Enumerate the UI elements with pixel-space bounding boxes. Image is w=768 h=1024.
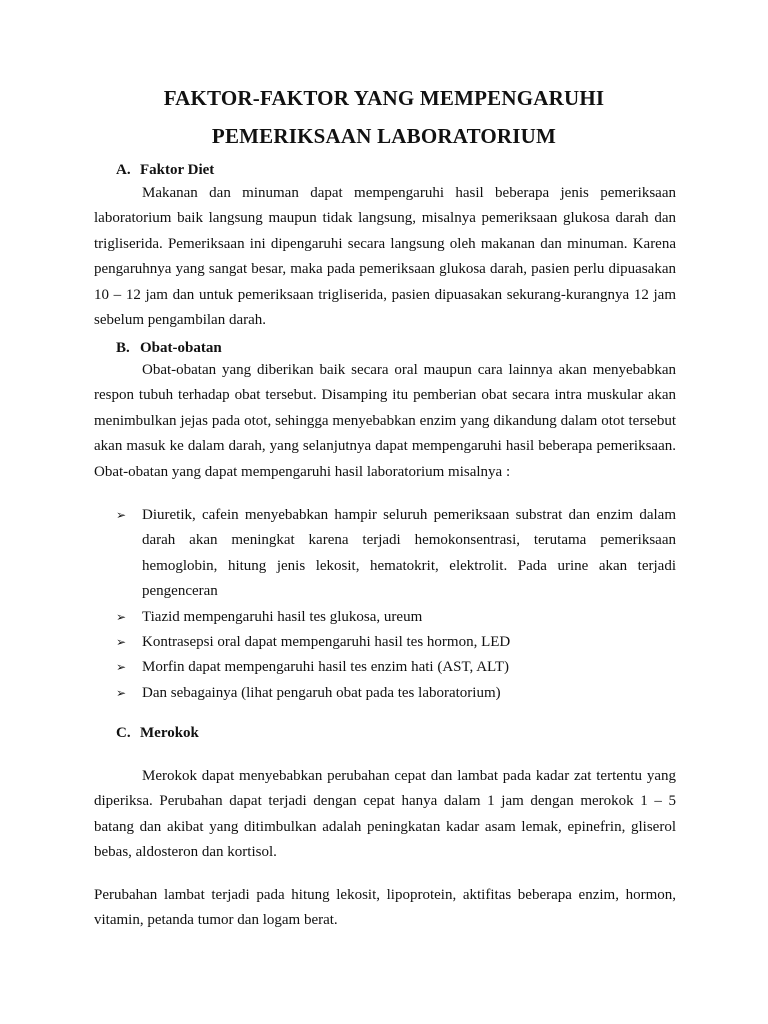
document-title-line-2: PEMERIKSAAN LABORATORIUM [211,124,557,148]
section-b-paragraph [94,358,676,485]
list-item [116,605,676,630]
list-item-text: Diuretik, cafein menyebabkan hampir seluruh pemeriksaan substrat dan enzim dalam darah akan meningkat karena terjadi hemokonsentrasi, terutama pemeriksaan hemoglobin, hitung jenis lekosit, hematokrit, elektrolit. Pada urine akan terjadi pengenceran [142,507,676,600]
list-item-text: Tiazid mempengaruhi hasil tes glukosa, ureum [142,608,423,625]
section-c-letter: C. [116,725,131,741]
arrow-bullet-icon: ➢ [116,635,127,650]
section-a-letter: A. [116,162,131,178]
section-c-paragraph-2: Perubahan lambat terjadi pada hitung lekosit, lipoprotein, aktifitas beberapa enzim, hormon, vitamin, petanda tumor dan logam berat. [94,887,676,929]
section-a-paragraph-text: Makanan dan minuman dapat mempengaruhi hasil beberapa jenis pemeriksaan laboratorium baik langsung maupun tidak langsung, misalnya pemeriksaan glukosa darah dan trigliserida. Pemeriksaan ini dipengaruhi secara langsung oleh makanan dan minuman. Karena pengaruhnya yang sangat besar, maka pada pemeriksaan glukosa darah, pasien perlu dipuasakan 10 – 12 jam dan untuk pemeriksaan trigliserida, pasien dipuasakan sekurang-kurangnya 12 jam sebelum pengambilan darah. [94,185,676,329]
section-b-title: Obat-obatan [140,340,222,356]
list-item-text: Dan sebagainya (lihat pengaruh obat pada tes laboratorium) [142,684,501,701]
section-b-paragraph-text: Obat-obatan yang diberikan baik secara oral maupun cara lainnya akan menyebabkan respon tubuh terhadap obat tersebut. Disamping itu pemberian obat secara intra muskular akan menimbulkan jejas pada otot, sehingga menyebabkan enzim yang dikandung dalam otot tersebut akan masuk ke dalam darah, yang selanjutnya dapat mempengaruhi hasil beberapa pemeriksaan. Obat-obatan yang dapat mempengaruhi hasil laboratorium misalnya : [94,362,676,480]
arrow-bullet-icon: ➢ [116,685,127,700]
section-c-paragraph-text: Merokok dapat menyebabkan perubahan cepat dan lambat pada kadar zat tertentu yang diperiksa. Perubahan dapat terjadi dengan cepat hanya dalam 1 jam dengan merokok 1 – 5 batang dan akibat yang ditimbulkan adalah peningkatan kadar asam lemak, epinefrin, gliserol bebas, aldosteron dan kortisol. [94,768,676,861]
section-a-heading [116,162,214,179]
drug-effects-list [116,503,676,706]
list-item-text: Kontrasepsi oral dapat mempengaruhi hasil tes hormon, LED [142,634,511,651]
list-item-text: Morfin dapat mempengaruhi hasil tes enzim hati (AST, ALT) [142,659,510,676]
arrow-bullet-icon: ➢ [116,660,127,675]
section-c-title: Merokok [140,725,199,741]
list-item [116,503,676,605]
arrow-bullet-icon: ➢ [116,609,127,624]
list-item [116,630,676,655]
list-item [116,655,676,680]
section-b-letter: B. [116,340,130,356]
section-a-title: Faktor Diet [140,162,215,178]
section-a-paragraph [94,181,676,333]
section-c-paragraph [94,764,676,866]
document-title-line-1: FAKTOR-FAKTOR YANG MEMPENGARUHI [163,86,605,110]
section-c-heading [116,725,199,742]
list-item [116,681,676,706]
section-b-heading [116,340,222,357]
arrow-bullet-icon: ➢ [116,508,127,522]
